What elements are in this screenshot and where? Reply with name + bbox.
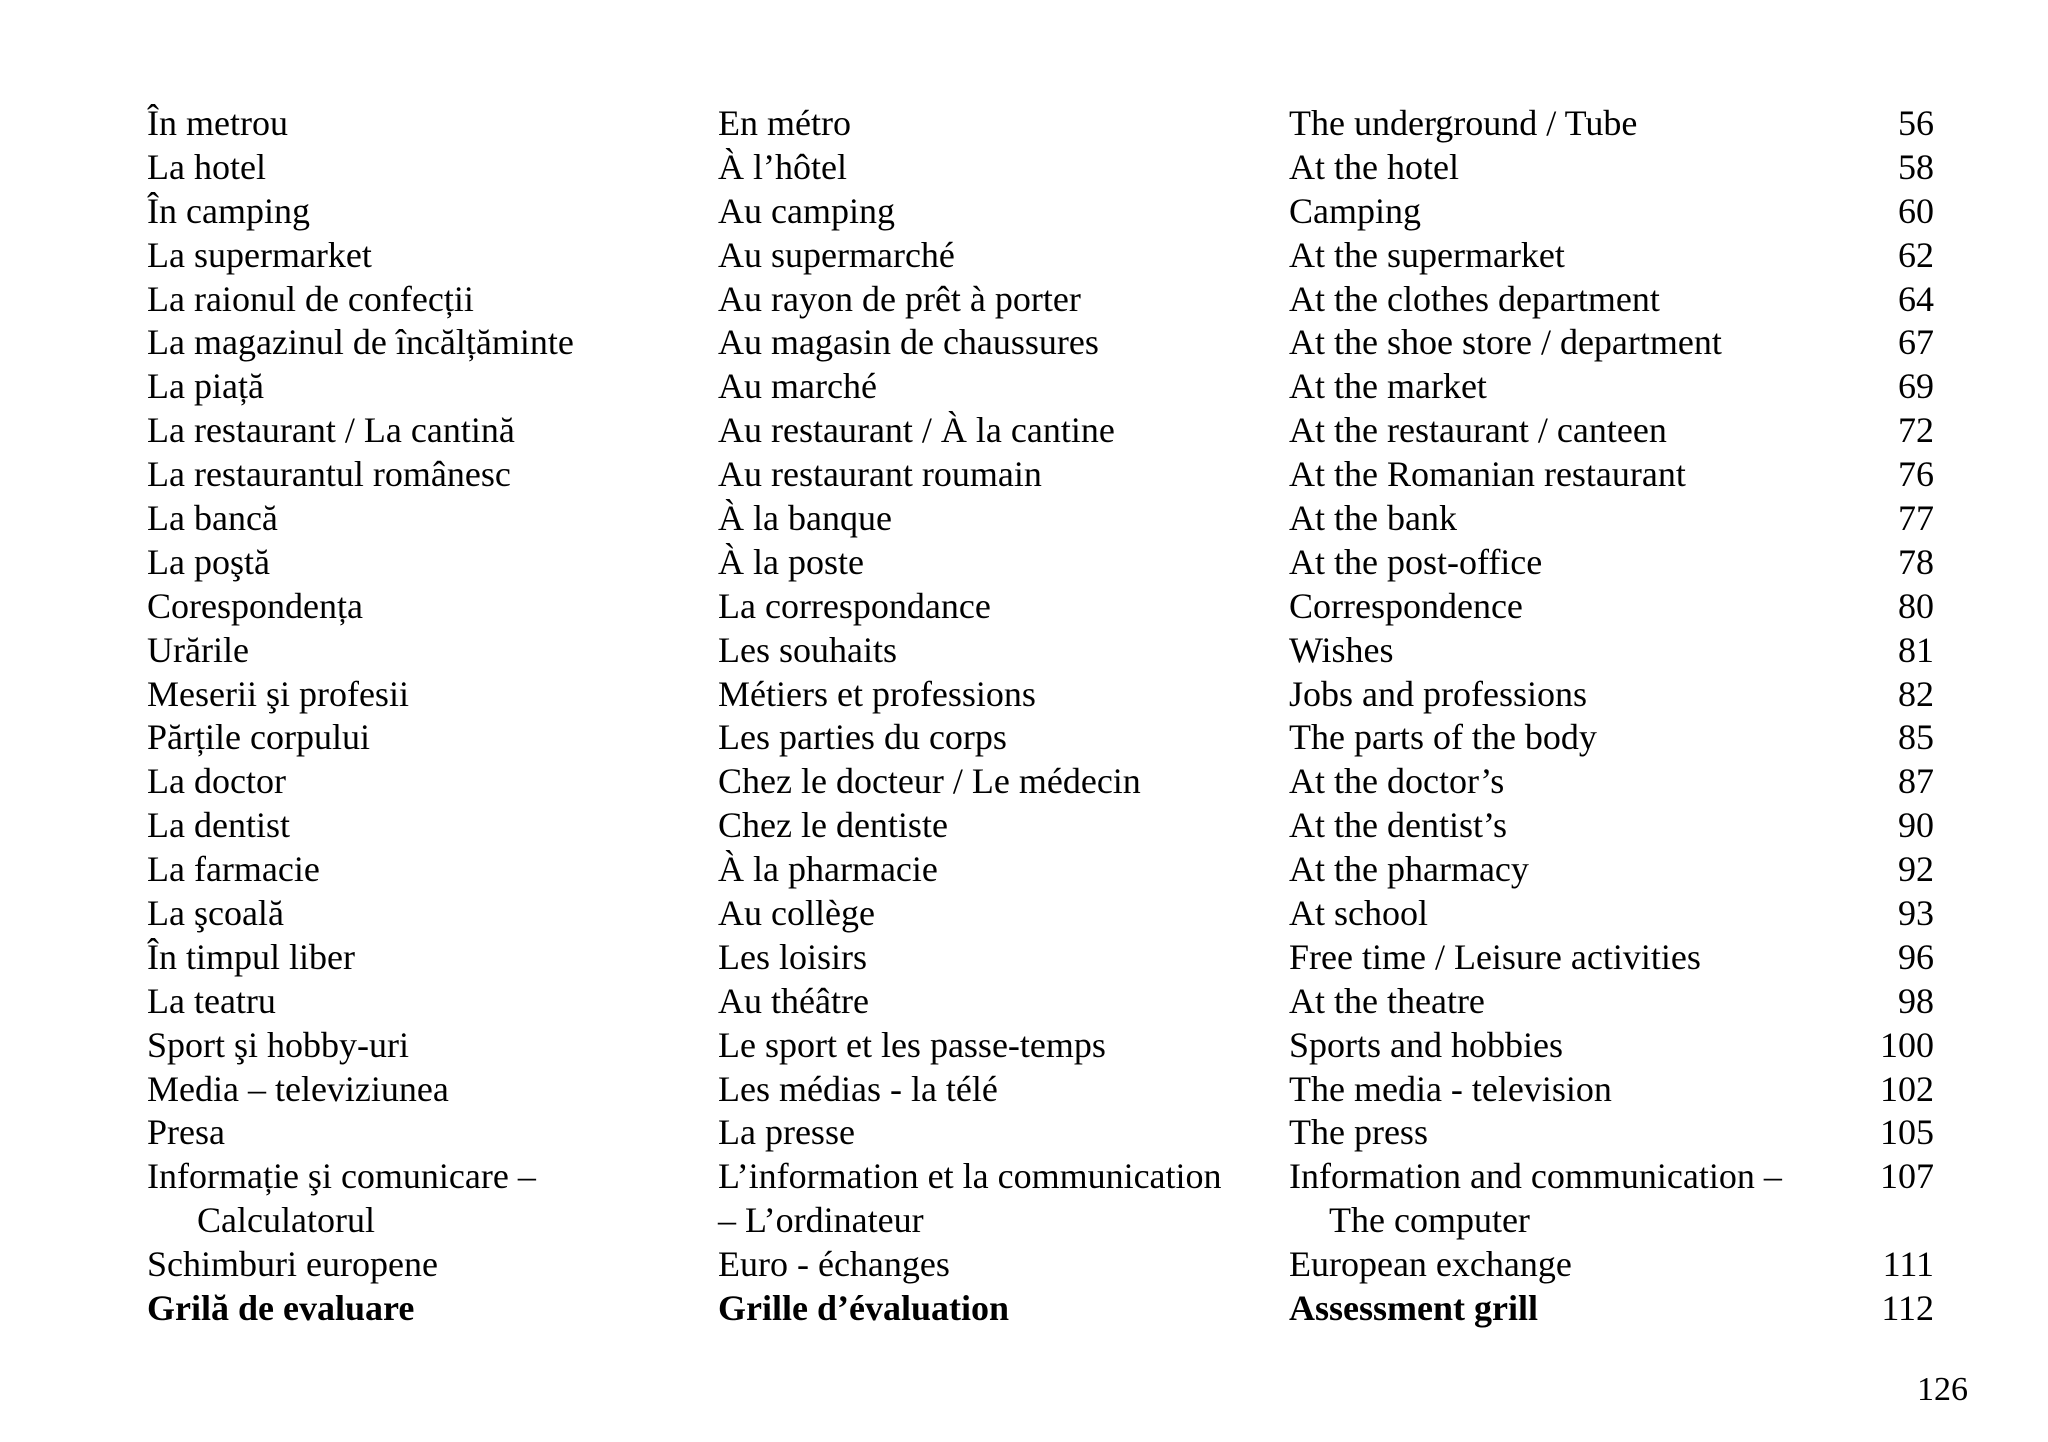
toc-english-title: At the post-office [1289,541,1543,582]
toc-french-title-line-1: L’information et la communication [718,1156,1222,1197]
toc-english-title: Sports and hobbies [1289,1024,1563,1065]
toc-row [147,278,1967,322]
toc-romanian-title: Schimburi europene [147,1244,438,1285]
toc-french-title: Au rayon de prêt à porter [718,278,1081,319]
toc-french-title: Au théâtre [718,980,869,1021]
toc-french-title: Chez le docteur / Le médecin [718,761,1141,802]
toc-english-title: At the Romanian restaurant [1289,454,1686,495]
table-of-contents [147,102,1967,1331]
toc-romanian-title: La restaurant / La cantină [147,410,515,451]
toc-row [147,234,1967,278]
toc-english-title: The media - television [1289,1068,1612,1109]
toc-romanian-title: În metrou [147,103,288,143]
toc-romanian-title: La raionul de confecții [147,278,474,319]
toc-french-title: Euro - échanges [718,1244,950,1285]
toc-french-title: Les parties du corps [718,717,1007,758]
toc-french-title: La presse [718,1112,855,1153]
toc-page-ref: 67 [1898,322,1934,363]
toc-english-title: The press [1289,1112,1428,1153]
toc-french-title: Au supermarché [718,234,955,275]
toc-romanian-title: La restaurantul românesc [147,454,511,495]
toc-page-ref: 107 [1880,1156,1934,1197]
toc-romanian-title: Media – televiziunea [147,1068,449,1109]
toc-english-title: Correspondence [1289,585,1523,626]
toc-romanian-title: La poştă [147,541,270,582]
toc-english-title: Assessment grill [1289,1288,1538,1329]
toc-romanian-title: Corespondența [147,585,363,626]
toc-row [147,673,1967,717]
toc-romanian-title: La doctor [147,761,286,802]
toc-row [147,1068,1967,1112]
toc-page-ref: 96 [1898,936,1934,977]
toc-row [147,409,1967,453]
toc-romanian-title: La şcoală [147,893,284,934]
toc-romanian-title [147,1155,707,1243]
toc-french-title: Les souhaits [718,629,897,670]
toc-french-title: Au restaurant / À la cantine [718,410,1115,451]
toc-row [147,585,1967,629]
toc-romanian-title: Sport şi hobby-uri [147,1024,410,1065]
toc-page-ref: 105 [1880,1112,1934,1153]
toc-english-title: At the market [1289,366,1487,407]
toc-row [147,453,1967,497]
toc-romanian-title: La piață [147,366,264,407]
toc-page-ref: 69 [1898,366,1934,407]
toc-romanian-title: În timpul liber [147,936,355,977]
toc-english-title: Wishes [1289,629,1394,670]
toc-english-title-line-2: The computer [1329,1200,1530,1241]
toc-english-title: At school [1289,893,1428,934]
toc-english-title: The underground / Tube [1289,103,1638,143]
toc-english-title: At the restaurant / canteen [1289,410,1667,451]
toc-romanian-title-line-2: Calculatorul [197,1200,375,1241]
toc-french-title [718,1155,1288,1243]
toc-french-title: À la poste [718,541,864,582]
toc-french-title: Au magasin de chaussures [718,322,1099,363]
toc-english-title: Camping [1289,190,1421,231]
toc-row [147,848,1967,892]
toc-page-ref: 100 [1880,1024,1934,1065]
toc-english-title: Jobs and professions [1289,673,1587,714]
toc-french-title-line-2: – L’ordinateur [718,1200,924,1241]
toc-french-title: Au collège [718,893,875,934]
toc-french-title: Au restaurant roumain [718,454,1042,495]
toc-page-ref: 56 [1898,103,1934,143]
toc-page-ref: 60 [1898,190,1934,231]
toc-page-ref: 98 [1898,980,1934,1021]
toc-french-title: Les médias - la télé [718,1068,998,1109]
toc-page-ref: 78 [1898,541,1934,582]
toc-page-ref: 82 [1898,673,1934,714]
toc-romanian-title: Urările [147,629,249,670]
toc-page-ref: 111 [1882,1244,1934,1285]
toc-row [147,1024,1967,1068]
toc-romanian-title: Meserii şi profesii [147,673,409,714]
toc-page-ref: 102 [1880,1068,1934,1109]
toc-page-ref: 64 [1898,278,1934,319]
toc-row [147,629,1967,673]
toc-romanian-title: Părțile corpului [147,717,370,758]
toc-english-title: European exchange [1289,1244,1572,1285]
toc-romanian-title-line-1: Informație şi comunicare – [147,1156,536,1197]
toc-page-ref: 85 [1898,717,1934,758]
toc-row [147,804,1967,848]
toc-english-title: Free time / Leisure activities [1289,936,1701,977]
toc-romanian-title: La teatru [147,980,276,1021]
toc-row [147,980,1967,1024]
toc-romanian-title: Grilă de evaluare [147,1288,415,1329]
toc-row [147,716,1967,760]
toc-page-ref: 81 [1898,629,1934,670]
toc-row [147,365,1967,409]
toc-page-ref: 80 [1898,585,1934,626]
toc-romanian-title: La magazinul de încălțăminte [147,322,574,363]
toc-english-title: At the bank [1289,498,1457,539]
toc-romanian-title: La farmacie [147,849,320,890]
toc-english-title [1289,1155,1849,1243]
toc-page-ref: 92 [1898,849,1934,890]
toc-french-title: Chez le dentiste [718,805,948,846]
toc-page-ref: 93 [1898,893,1934,934]
toc-rows [147,102,1967,1155]
toc-row [147,190,1967,234]
toc-english-title: At the clothes department [1289,278,1660,319]
toc-row [147,497,1967,541]
toc-page-ref: 76 [1898,454,1934,495]
toc-row [147,936,1967,980]
toc-french-title: À la pharmacie [718,849,938,890]
toc-french-title: Au marché [718,366,877,407]
toc-english-title: The parts of the body [1289,717,1597,758]
toc-page-ref: 90 [1898,805,1934,846]
toc-english-title: At the supermarket [1289,234,1565,275]
page-number: 126 [1917,1371,1968,1408]
toc-english-title: At the doctor’s [1289,761,1505,802]
toc-romanian-title: La hotel [147,146,266,187]
toc-french-title: Le sport et les passe-temps [718,1024,1106,1065]
toc-row [147,321,1967,365]
toc-french-title: À la banque [718,498,892,539]
toc-english-title: At the hotel [1289,146,1459,187]
toc-romanian-title: La dentist [147,805,290,846]
toc-row [147,760,1967,804]
toc-row [147,541,1967,585]
toc-romanian-title: Presa [147,1112,225,1153]
toc-page-ref: 112 [1881,1288,1934,1329]
toc-english-title: At the theatre [1289,980,1485,1021]
toc-english-title: At the shoe store / department [1289,322,1722,363]
toc-french-title: En métro [718,103,851,143]
toc-english-title: At the dentist’s [1289,805,1507,846]
toc-french-title: Grille d’évaluation [718,1288,1009,1329]
toc-english-title-line-1: Information and communication – [1289,1156,1782,1197]
toc-row-european-exchange [147,1243,1967,1287]
toc-english-title: At the pharmacy [1289,849,1529,890]
toc-romanian-title: La bancă [147,498,278,539]
toc-page-ref: 87 [1898,761,1934,802]
toc-row [147,1111,1967,1155]
toc-romanian-title: În camping [147,190,310,231]
toc-romanian-title: La supermarket [147,234,372,275]
toc-row [147,102,1967,146]
toc-french-title: À l’hôtel [718,146,847,187]
toc-french-title: La correspondance [718,585,991,626]
toc-page-ref: 72 [1898,410,1934,451]
toc-row [147,892,1967,936]
toc-french-title: Au camping [718,190,895,231]
toc-french-title: Métiers et professions [718,673,1036,714]
toc-row [147,146,1967,190]
toc-row-information [147,1155,1967,1243]
toc-page-ref: 62 [1898,234,1934,275]
toc-french-title: Les loisirs [718,936,867,977]
toc-row-assessment [147,1287,1967,1331]
toc-page-ref: 77 [1898,498,1934,539]
toc-page-ref: 58 [1898,146,1934,187]
